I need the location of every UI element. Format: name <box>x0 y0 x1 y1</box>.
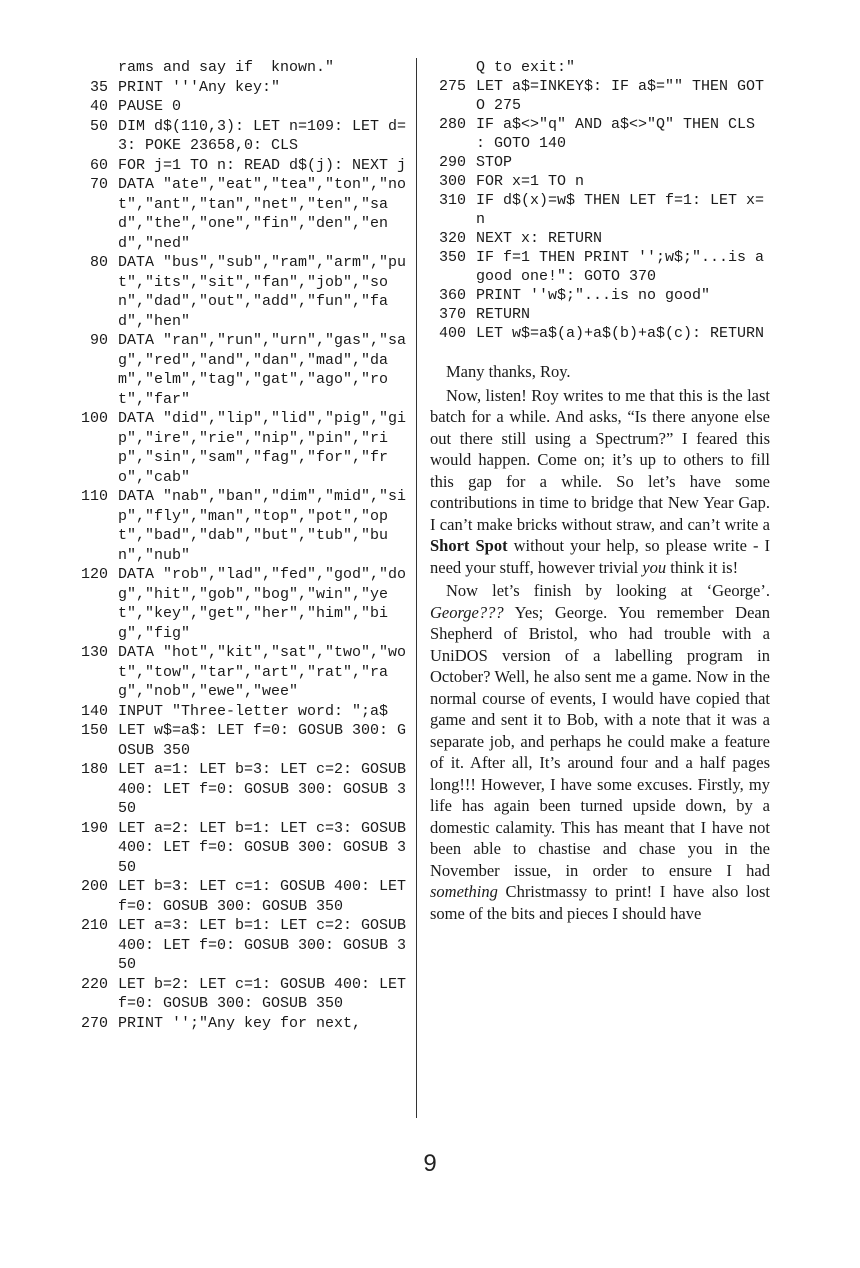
code-line <box>430 286 770 305</box>
code-line <box>430 58 770 77</box>
line-number: 35 <box>89 78 108 96</box>
code-line <box>72 487 408 565</box>
code-line <box>72 819 416 878</box>
code-text: PRINT ''w$;"...is no good" <box>476 287 711 304</box>
line-number: 310 <box>438 192 466 209</box>
line-number: 110 <box>80 488 108 505</box>
line-number: 60 <box>89 156 108 174</box>
line-number: 180 <box>80 761 108 778</box>
code-text: PAUSE 0 <box>118 98 182 115</box>
line-number: 320 <box>438 230 466 247</box>
right-code-listing <box>430 58 774 343</box>
line-number: 70 <box>89 176 108 193</box>
code-line <box>430 324 770 343</box>
code-line <box>72 643 408 702</box>
line-number: 275 <box>438 78 466 95</box>
line-number: 210 <box>80 917 108 934</box>
code-text: LET a$=INKEY$: IF a$="" THEN GOTO 275 <box>476 78 765 114</box>
code-text: LET a=2: LET b=1: LET c=3: GOSUB 400: LET f=0: GOSUB 300: GOSUB 350 <box>118 819 416 876</box>
code-line <box>72 78 408 98</box>
code-line <box>72 877 416 916</box>
line-number: 80 <box>89 254 108 271</box>
code-text: rams and say if known." <box>118 59 335 76</box>
code-line <box>72 97 408 117</box>
code-text: LET a=1: LET b=3: LET c=2: GOSUB 400: LET f=0: GOSUB 300: GOSUB 350 <box>118 761 416 817</box>
code-text: RETURN <box>476 306 531 323</box>
line-number: 130 <box>80 644 108 661</box>
code-line <box>72 253 408 331</box>
code-line <box>430 153 770 172</box>
code-line <box>72 760 416 819</box>
line-number: 400 <box>438 325 466 342</box>
line-number: 350 <box>438 249 466 266</box>
code-text: DATA "bus","sub","ram","arm","put","its","sit","fan","job","son","dad","out","add","fun","fad","hen" <box>118 254 407 330</box>
code-text: Q to exit:" <box>476 59 576 76</box>
code-line <box>72 175 408 253</box>
code-line <box>72 565 408 643</box>
code-text: DIM d$(110,3): LET n=109: LET d=3: POKE 23658,0: CLS <box>118 117 407 154</box>
code-text: DATA "ran","run","urn","gas","sag","red","and","dan","mad","dam","elm","tag","gat","ago","rot","far" <box>118 332 407 408</box>
line-number: 150 <box>80 722 108 739</box>
line-number: 40 <box>89 98 108 115</box>
code-text: DATA "rob","lad","fed","god","dog","hit","gob","bog","win","yet","key","get","her","him","big","fig" <box>118 566 407 642</box>
line-number: 100 <box>80 410 108 427</box>
code-line <box>72 58 408 78</box>
code-text: IF f=1 THEN PRINT '';w$;"...is a good one!": GOTO 370 <box>476 249 774 285</box>
column-divider <box>416 58 417 1118</box>
code-text: DATA "hot","kit","sat","two","wot","tow","tar","art","rat","rag","nob","ewe","wee" <box>118 644 407 700</box>
code-line <box>430 248 774 286</box>
code-text: LET b=2: LET c=1: GOSUB 400: LET f=0: GOSUB 300: GOSUB 350 <box>118 975 416 1012</box>
code-text: LET a=3: LET b=1: LET c=2: GOSUB 400: LET f=0: GOSUB 300: GOSUB 350 <box>118 917 416 973</box>
line-number: 280 <box>438 116 466 133</box>
article-text <box>430 361 770 924</box>
paragraph-george: Now let’s finish by looking at ‘George’. George??? Yes; George. You remember Dean Shepherd of Bristol, who had trouble with a UniDOS version of a labelling program in October? Well, he also sent me a game. Now in the normal course of events, I would have copied that game and sent it to Bob, with a note that it was a separate job, and perhaps he could make a feature of it. After all, It’s around four and a half pages long!!! However, I have some excuses. Firstly, my life has again been turned upside down, by a domestic calamity. This has meant that I have not been able to chastise and chase you in the November issue, in order to ensure I had something Christmassy to print! I have also lost some of the bits and pieces I should have <box>430 581 770 923</box>
code-line <box>72 721 408 760</box>
code-line <box>72 1014 408 1034</box>
code-line <box>72 916 416 975</box>
code-line <box>72 117 408 156</box>
code-text: DATA "nab","ban","dim","mid","sip","fly","man","top","pot","opt","bad","dab","but","tub","bun","nub" <box>118 488 407 564</box>
code-text: DATA "did","lip","lid","pig","gip","ire","rie","nip","pin","rip","sin","sam","fag","for","fro","cab" <box>118 410 407 486</box>
line-number: 50 <box>89 117 108 135</box>
code-line <box>430 229 770 248</box>
code-text: STOP <box>476 154 513 171</box>
code-text: PRINT '''Any key:" <box>118 78 281 96</box>
line-number: 300 <box>438 173 466 190</box>
code-line <box>72 156 408 176</box>
code-line <box>430 115 770 153</box>
line-number: 360 <box>438 287 466 304</box>
code-text: PRINT '';"Any key for next, <box>118 1014 362 1032</box>
paragraph-thanks: Many thanks, Roy. <box>446 362 571 381</box>
line-number: 200 <box>80 878 108 895</box>
line-number: 290 <box>438 154 466 171</box>
code-line <box>72 409 408 487</box>
code-line <box>430 172 770 191</box>
line-number: 270 <box>80 1014 108 1032</box>
code-line <box>430 305 770 324</box>
right-column <box>430 58 774 926</box>
code-text: LET w$=a$: LET f=0: GOSUB 300: GOSUB 350 <box>118 722 407 759</box>
code-text: IF d$(x)=w$ THEN LET f=1: LET x=n <box>476 192 765 228</box>
left-code-column <box>72 58 416 1033</box>
short-spot-bold: Short Spot <box>430 536 508 555</box>
code-text: IF a$<>"q" AND a$<>"Q" THEN CLS : GOTO 140 <box>476 116 765 152</box>
line-number: 190 <box>80 819 108 837</box>
code-text: DATA "ate","eat","tea","ton","not","ant","tan","net","ten","sad","the","one","fin","den","end","ned" <box>118 176 407 252</box>
code-text: LET b=3: LET c=1: GOSUB 400: LET f=0: GOSUB 300: GOSUB 350 <box>118 878 416 915</box>
code-text: LET w$=a$(a)+a$(b)+a$(c): RETURN <box>476 325 765 342</box>
line-number: 90 <box>89 332 108 349</box>
code-line <box>430 191 770 229</box>
code-line <box>72 702 408 722</box>
code-line <box>430 77 770 115</box>
code-line <box>72 331 408 409</box>
line-number: 370 <box>438 306 466 323</box>
code-text: NEXT x: RETURN <box>476 230 603 247</box>
paragraph-listen: Now, listen! Roy writes to me that this is the last batch for a while. And asks, “Is there anyone else out there still using a Spectrum?” I feared this would happen. Come on; it’s up to others to fill this gap for a while. So let’s have some contributions in time to bridge that New Year Gap. I can’t make bricks without straw, and can’t write a Short Spot without your help, so please write - I need your stuff, however trivial you think it is! <box>430 385 770 577</box>
line-number: 220 <box>80 975 108 993</box>
code-text: INPUT "Three-letter word: ";a$ <box>118 702 389 720</box>
line-number: 140 <box>80 702 108 720</box>
code-text: FOR x=1 TO n <box>476 173 585 190</box>
code-line <box>72 975 416 1014</box>
page-number: 9 <box>423 1150 437 1177</box>
code-text: FOR j=1 TO n: READ d$(j): NEXT j <box>118 156 407 174</box>
line-number: 120 <box>80 566 108 583</box>
